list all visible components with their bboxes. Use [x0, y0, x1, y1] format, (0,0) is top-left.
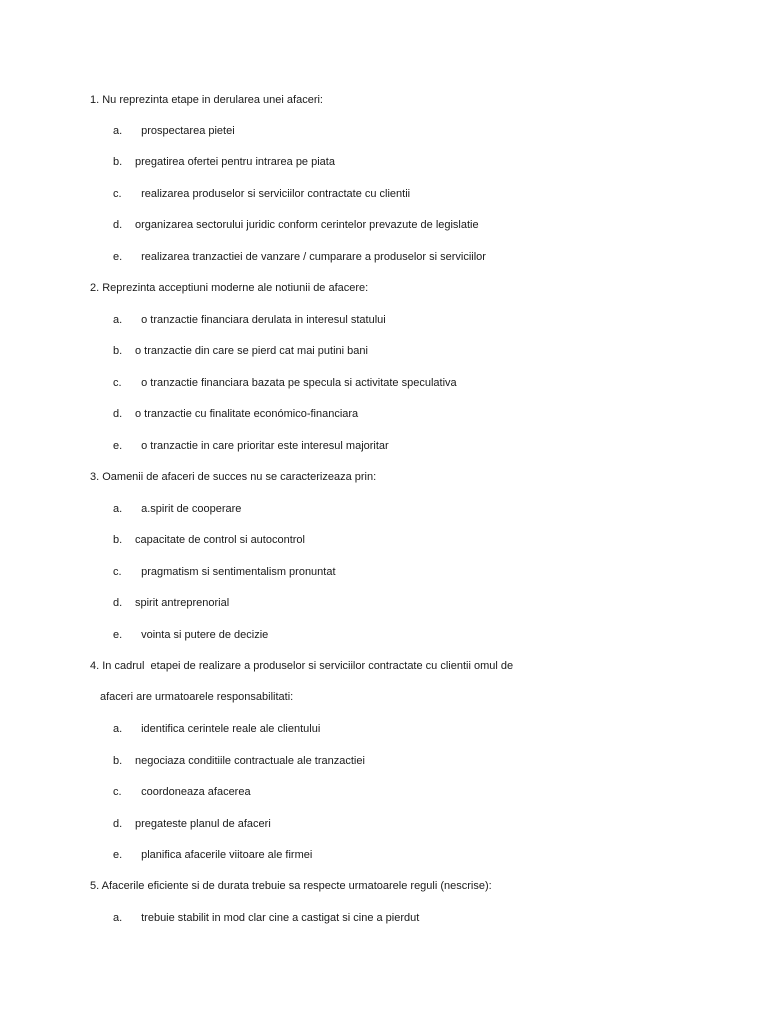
question-1-option-e: [113, 250, 486, 264]
question-4-continuation: afaceri are urmatoarele responsabilitati:: [100, 691, 294, 703]
option-letter: b.: [113, 534, 123, 546]
option-letter: c.: [113, 786, 122, 798]
option-text: o tranzactie cu finalitate económico-financiara: [135, 408, 359, 420]
question-3-option-b: [113, 533, 305, 547]
question-3-option-c: [113, 565, 336, 579]
option-text: o tranzactie financiara bazata pe specula si activitate speculativa: [135, 377, 457, 389]
question-5-option-a: [113, 911, 419, 925]
option-text: o tranzactie din care se pierd cat mai putini bani: [135, 345, 368, 357]
option-text: pragmatism si sentimentalism pronuntat: [135, 566, 336, 578]
option-text: trebuie stabilit in mod clar cine a castigat si cine a pierdut: [135, 912, 420, 924]
option-letter: e.: [113, 629, 123, 641]
question-2-option-c: [113, 376, 457, 390]
question-3-option-e: [113, 628, 268, 642]
option-letter: d.: [113, 818, 123, 830]
question-4: 4. In cadrul etapei de realizare a produselor si serviciilor contractate cu clientii omul de: [90, 660, 514, 672]
option-text: planifica afacerile viitoare ale firmei: [135, 849, 313, 861]
option-letter: e.: [113, 251, 123, 263]
option-letter: a.: [113, 912, 123, 924]
option-text: negociaza conditiile contractuale ale tranzactiei: [135, 755, 365, 767]
option-text: realizarea produselor si serviciilor contractate cu clientii: [135, 188, 411, 200]
option-text: vointa si putere de decizie: [135, 629, 269, 641]
option-letter: d.: [113, 408, 123, 420]
question-3-option-a: [113, 502, 241, 516]
option-text: identifica cerintele reale ale clientului: [135, 723, 321, 735]
option-letter: a.: [113, 314, 123, 326]
option-letter: e.: [113, 849, 123, 861]
question-2-option-a: [113, 313, 386, 327]
option-text: coordoneaza afacerea: [135, 786, 251, 798]
option-text: organizarea sectorului juridic conform cerintelor prevazute de legislatie: [135, 219, 479, 231]
question-4-option-b: [113, 754, 365, 768]
question-4-option-d: [113, 817, 271, 831]
question-2-option-e: [113, 439, 389, 453]
question-1-option-d: [113, 218, 479, 232]
question-2-option-d: [113, 407, 358, 421]
option-letter: a.: [113, 125, 123, 137]
option-letter: b.: [113, 156, 123, 168]
question-1-option-c: [113, 187, 410, 201]
question-1-option-a: [113, 124, 235, 138]
question-2: 2. Reprezinta acceptiuni moderne ale notiunii de afacere:: [90, 282, 369, 294]
question-2-option-b: [113, 344, 368, 358]
question-5: 5. Afacerile eficiente si de durata trebuie sa respecte urmatoarele reguli (nescrise):: [90, 880, 492, 892]
question-4-option-c: [113, 785, 251, 799]
option-text: o tranzactie in care prioritar este interesul majoritar: [135, 440, 389, 452]
option-letter: c.: [113, 188, 122, 200]
option-letter: d.: [113, 597, 123, 609]
question-1: 1. Nu reprezinta etape in derularea unei afaceri:: [90, 94, 323, 106]
option-letter: e.: [113, 440, 123, 452]
question-3: 3. Oamenii de afaceri de succes nu se caracterizeaza prin:: [90, 471, 377, 483]
question-1-option-b: [113, 155, 335, 169]
option-letter: b.: [113, 345, 123, 357]
option-letter: d.: [113, 219, 123, 231]
option-letter: c.: [113, 377, 122, 389]
question-4-option-a: [113, 722, 320, 736]
option-letter: a.: [113, 723, 123, 735]
option-text: pregatirea ofertei pentru intrarea pe piata: [135, 156, 335, 168]
question-4-option-e: [113, 848, 312, 862]
question-3-option-d: [113, 596, 229, 610]
option-letter: b.: [113, 755, 123, 767]
option-text: capacitate de control si autocontrol: [135, 534, 305, 546]
option-letter: c.: [113, 566, 122, 578]
option-text: spirit antreprenorial: [135, 597, 230, 609]
option-text: prospectarea pietei: [135, 125, 235, 137]
option-text: o tranzactie financiara derulata in interesul statului: [135, 314, 386, 326]
option-text: a.spirit de cooperare: [135, 503, 242, 515]
option-letter: a.: [113, 503, 123, 515]
option-text: pregateste planul de afaceri: [135, 818, 271, 830]
option-text: realizarea tranzactiei de vanzare / cumparare a produselor si serviciilor: [135, 251, 486, 263]
